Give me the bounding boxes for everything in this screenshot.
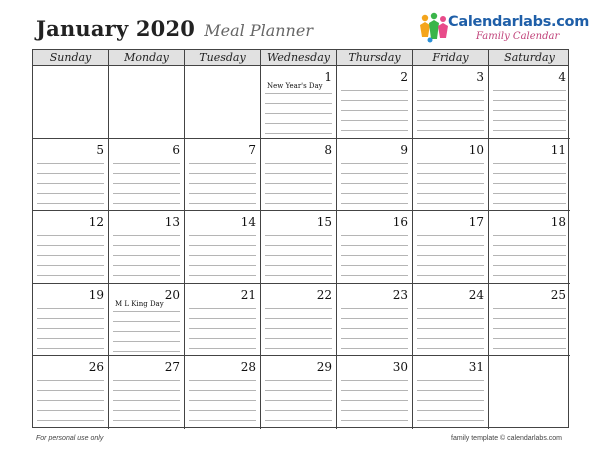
meal-note-line[interactable] — [265, 308, 332, 309]
logo-tagline: Family Calendar — [476, 31, 560, 42]
meal-note-line[interactable] — [265, 245, 332, 246]
meal-note-line[interactable] — [493, 110, 566, 111]
meal-note-line[interactable] — [37, 348, 104, 349]
day-cell[interactable] — [337, 211, 413, 284]
meal-note-line[interactable] — [189, 410, 256, 411]
meal-note-line[interactable] — [113, 321, 180, 322]
day-cell[interactable] — [33, 66, 109, 139]
meal-note-line[interactable] — [265, 390, 332, 391]
meal-note-line[interactable] — [37, 163, 104, 164]
weekday-header-monday: Monday — [109, 50, 185, 65]
meal-note-line[interactable] — [37, 400, 104, 401]
day-number: 31 — [468, 360, 484, 375]
day-cell[interactable] — [489, 356, 570, 429]
meal-note-line[interactable] — [113, 163, 180, 164]
meal-note-line[interactable] — [113, 265, 180, 266]
day-cell[interactable] — [489, 139, 570, 212]
day-number: 9 — [400, 142, 408, 157]
day-number: 17 — [468, 215, 484, 230]
meal-note-line[interactable] — [113, 410, 180, 411]
meal-note-line[interactable] — [37, 420, 104, 421]
meal-note-line[interactable] — [417, 173, 484, 174]
meal-note-line[interactable] — [189, 275, 256, 276]
meal-note-line[interactable] — [417, 420, 484, 421]
family-logo-icon — [416, 11, 450, 45]
day-number: 16 — [392, 215, 408, 230]
meal-note-line[interactable] — [189, 348, 256, 349]
day-number: 7 — [248, 142, 256, 157]
day-number: 24 — [468, 287, 484, 302]
day-number: 13 — [164, 215, 180, 230]
meal-note-line[interactable] — [37, 328, 104, 329]
meal-note-line[interactable] — [189, 420, 256, 421]
meal-note-line[interactable] — [113, 255, 180, 256]
meal-note-line[interactable] — [493, 245, 566, 246]
meal-note-line[interactable] — [493, 235, 566, 236]
meal-note-line[interactable] — [37, 183, 104, 184]
day-number: 29 — [316, 360, 332, 375]
meal-note-line[interactable] — [265, 338, 332, 339]
meal-note-line[interactable] — [493, 318, 566, 319]
meal-note-line[interactable] — [417, 400, 484, 401]
meal-note-line[interactable] — [37, 255, 104, 256]
meal-note-line[interactable] — [493, 328, 566, 329]
weekday-header-thursday: Thursday — [337, 50, 413, 65]
day-number: 1 — [324, 70, 332, 84]
day-number: 3 — [476, 70, 484, 84]
meal-note-line[interactable] — [265, 420, 332, 421]
footer-credit: family template © calendarlabs.com — [451, 435, 562, 442]
day-cell[interactable] — [109, 139, 185, 212]
day-number: 23 — [392, 287, 408, 302]
day-cell[interactable] — [261, 66, 337, 139]
day-cell[interactable] — [337, 139, 413, 212]
meal-note-line[interactable] — [341, 390, 408, 391]
calendar-grid — [32, 49, 569, 428]
holiday-label: M L King Day — [115, 299, 164, 308]
day-number: 19 — [88, 287, 104, 302]
day-cell[interactable] — [185, 284, 261, 357]
weekday-header-sunday: Sunday — [33, 50, 109, 65]
meal-note-line[interactable] — [113, 380, 180, 381]
meal-note-line[interactable] — [341, 420, 408, 421]
meal-note-line[interactable] — [37, 245, 104, 246]
meal-note-line[interactable] — [265, 328, 332, 329]
meal-note-line[interactable] — [265, 380, 332, 381]
meal-note-line[interactable] — [493, 90, 566, 91]
meal-note-line[interactable] — [493, 255, 566, 256]
meal-note-line[interactable] — [417, 338, 484, 339]
day-cell[interactable] — [337, 284, 413, 357]
meal-note-line[interactable] — [189, 183, 256, 184]
meal-note-line[interactable] — [417, 380, 484, 381]
day-number: 10 — [468, 142, 484, 157]
day-cell[interactable] — [413, 139, 489, 212]
day-number: 5 — [96, 142, 104, 157]
logo-brand-text: Calendarlabs.com — [448, 14, 590, 30]
meal-note-line[interactable] — [37, 318, 104, 319]
day-cell[interactable] — [109, 211, 185, 284]
meal-note-line[interactable] — [265, 318, 332, 319]
day-cell[interactable] — [109, 284, 185, 357]
day-cell[interactable] — [109, 66, 185, 139]
meal-note-line[interactable] — [341, 130, 408, 131]
meal-note-line[interactable] — [341, 120, 408, 121]
meal-note-line[interactable] — [341, 173, 408, 174]
day-cell[interactable] — [185, 356, 261, 429]
meal-note-line[interactable] — [341, 348, 408, 349]
meal-note-line[interactable] — [417, 308, 484, 309]
day-number: 26 — [88, 360, 104, 375]
meal-note-line[interactable] — [113, 400, 180, 401]
day-number: 8 — [324, 142, 332, 157]
meal-note-line[interactable] — [265, 235, 332, 236]
meal-note-line[interactable] — [189, 265, 256, 266]
meal-note-line[interactable] — [113, 183, 180, 184]
day-cell[interactable] — [337, 356, 413, 429]
meal-note-line[interactable] — [341, 163, 408, 164]
day-cell[interactable] — [413, 284, 489, 357]
meal-note-line[interactable] — [493, 265, 566, 266]
meal-note-line[interactable] — [341, 193, 408, 194]
meal-note-line[interactable] — [189, 173, 256, 174]
day-number: 25 — [550, 287, 566, 302]
meal-note-line[interactable] — [341, 265, 408, 266]
meal-note-line[interactable] — [189, 338, 256, 339]
meal-note-line[interactable] — [341, 100, 408, 101]
day-cell[interactable] — [337, 66, 413, 139]
day-cell[interactable] — [413, 211, 489, 284]
meal-note-line[interactable] — [417, 90, 484, 91]
day-number: 20 — [164, 287, 180, 302]
meal-note-line[interactable] — [493, 275, 566, 276]
meal-note-line[interactable] — [265, 103, 332, 104]
day-number: 27 — [164, 360, 180, 375]
meal-note-line[interactable] — [417, 110, 484, 111]
day-cell[interactable] — [185, 211, 261, 284]
meal-note-line[interactable] — [417, 390, 484, 391]
meal-note-line[interactable] — [189, 400, 256, 401]
day-number: 4 — [558, 70, 566, 84]
meal-note-line[interactable] — [417, 275, 484, 276]
footer-personal-use: For personal use only — [36, 435, 104, 442]
holiday-label: New Year's Day — [267, 82, 323, 90]
meal-note-line[interactable] — [341, 308, 408, 309]
meal-note-line[interactable] — [37, 193, 104, 194]
meal-note-line[interactable] — [417, 255, 484, 256]
meal-note-line[interactable] — [265, 93, 332, 94]
meal-note-line[interactable] — [341, 380, 408, 381]
day-cell[interactable] — [185, 66, 261, 139]
meal-note-line[interactable] — [493, 203, 566, 204]
weekday-header-friday: Friday — [413, 50, 489, 65]
meal-note-line[interactable] — [417, 163, 484, 164]
meal-note-line[interactable] — [493, 193, 566, 194]
meal-note-line[interactable] — [265, 265, 332, 266]
meal-note-line[interactable] — [113, 193, 180, 194]
day-cell[interactable] — [489, 284, 570, 357]
meal-note-line[interactable] — [265, 133, 332, 134]
meal-note-line[interactable] — [341, 400, 408, 401]
meal-note-line[interactable] — [341, 255, 408, 256]
meal-note-line[interactable] — [189, 328, 256, 329]
day-cell[interactable] — [33, 211, 109, 284]
meal-note-line[interactable] — [417, 130, 484, 131]
day-cell[interactable] — [261, 356, 337, 429]
day-number: 14 — [240, 215, 256, 230]
meal-note-line[interactable] — [189, 308, 256, 309]
meal-note-line[interactable] — [113, 173, 180, 174]
day-cell[interactable] — [489, 211, 570, 284]
meal-note-line[interactable] — [417, 318, 484, 319]
meal-note-line[interactable] — [341, 328, 408, 329]
meal-note-line[interactable] — [113, 245, 180, 246]
meal-note-line[interactable] — [265, 123, 332, 124]
day-cell[interactable] — [261, 139, 337, 212]
meal-note-line[interactable] — [417, 193, 484, 194]
day-number: 2 — [400, 70, 408, 84]
meal-note-line[interactable] — [417, 245, 484, 246]
meal-note-line[interactable] — [113, 203, 180, 204]
day-number: 12 — [88, 215, 104, 230]
planner-subtitle: Meal Planner — [204, 21, 313, 40]
meal-note-line[interactable] — [265, 255, 332, 256]
meal-note-line[interactable] — [341, 110, 408, 111]
meal-note-line[interactable] — [113, 390, 180, 391]
meal-note-line[interactable] — [341, 245, 408, 246]
meal-note-line[interactable] — [113, 235, 180, 236]
weekday-header-tuesday: Tuesday — [185, 50, 261, 65]
day-number: 15 — [316, 215, 332, 230]
meal-note-line[interactable] — [37, 235, 104, 236]
day-cell[interactable] — [185, 139, 261, 212]
page-title — [36, 16, 313, 41]
month-year-title: January 2020 — [36, 16, 196, 41]
day-number: 22 — [316, 287, 332, 302]
meal-note-line[interactable] — [37, 390, 104, 391]
meal-note-line[interactable] — [189, 255, 256, 256]
day-cell[interactable] — [33, 356, 109, 429]
meal-note-line[interactable] — [189, 163, 256, 164]
meal-note-line[interactable] — [417, 328, 484, 329]
meal-note-line[interactable] — [341, 318, 408, 319]
meal-note-line[interactable] — [417, 120, 484, 121]
meal-note-line[interactable] — [265, 203, 332, 204]
meal-note-line[interactable] — [493, 130, 566, 131]
day-number: 28 — [240, 360, 256, 375]
meal-note-line[interactable] — [37, 173, 104, 174]
meal-note-line[interactable] — [417, 100, 484, 101]
meal-note-line[interactable] — [113, 351, 180, 352]
meal-note-line[interactable] — [265, 183, 332, 184]
meal-note-line[interactable] — [37, 203, 104, 204]
meal-note-line[interactable] — [493, 338, 566, 339]
meal-note-line[interactable] — [37, 265, 104, 266]
meal-note-line[interactable] — [341, 338, 408, 339]
meal-note-line[interactable] — [189, 235, 256, 236]
day-cell[interactable] — [261, 211, 337, 284]
meal-note-line[interactable] — [417, 265, 484, 266]
weekday-header-wednesday: Wednesday — [261, 50, 337, 65]
calendarlabs-logo[interactable] — [416, 11, 590, 45]
meal-note-line[interactable] — [341, 203, 408, 204]
meal-note-line[interactable] — [493, 100, 566, 101]
meal-note-line[interactable] — [265, 400, 332, 401]
day-cell[interactable] — [109, 356, 185, 429]
day-number: 11 — [550, 142, 566, 157]
meal-note-line[interactable] — [493, 120, 566, 121]
meal-note-line[interactable] — [265, 410, 332, 411]
meal-note-line[interactable] — [189, 203, 256, 204]
day-number: 21 — [240, 287, 256, 302]
meal-note-line[interactable] — [341, 183, 408, 184]
meal-note-line[interactable] — [493, 173, 566, 174]
meal-note-line[interactable] — [265, 113, 332, 114]
meal-note-line[interactable] — [341, 90, 408, 91]
meal-note-line[interactable] — [113, 420, 180, 421]
weekday-header-row — [33, 50, 568, 66]
day-cell[interactable] — [413, 356, 489, 429]
meal-note-line[interactable] — [189, 390, 256, 391]
meal-note-line[interactable] — [113, 341, 180, 342]
meal-note-line[interactable] — [189, 380, 256, 381]
meal-note-line[interactable] — [417, 348, 484, 349]
meal-note-line[interactable] — [265, 163, 332, 164]
meal-note-line[interactable] — [189, 318, 256, 319]
meal-note-line[interactable] — [417, 203, 484, 204]
weekday-header-saturday: Saturday — [504, 51, 555, 64]
meal-note-line[interactable] — [417, 235, 484, 236]
meal-note-line[interactable] — [37, 275, 104, 276]
day-cell[interactable] — [489, 66, 570, 139]
meal-note-line[interactable] — [417, 410, 484, 411]
meal-note-line[interactable] — [189, 245, 256, 246]
meal-note-line[interactable] — [493, 348, 566, 349]
meal-note-line[interactable] — [113, 275, 180, 276]
day-cell[interactable] — [33, 139, 109, 212]
meal-note-line[interactable] — [493, 183, 566, 184]
meal-note-line[interactable] — [113, 331, 180, 332]
meal-note-line[interactable] — [265, 348, 332, 349]
day-cell[interactable] — [413, 66, 489, 139]
day-number: 18 — [550, 215, 566, 230]
meal-note-line[interactable] — [189, 193, 256, 194]
meal-note-line[interactable] — [417, 183, 484, 184]
meal-note-line[interactable] — [493, 163, 566, 164]
day-number: 30 — [392, 360, 408, 375]
meal-note-line[interactable] — [37, 410, 104, 411]
meal-note-line[interactable] — [37, 338, 104, 339]
meal-note-line[interactable] — [493, 308, 566, 309]
meal-note-line[interactable] — [265, 193, 332, 194]
meal-note-line[interactable] — [341, 410, 408, 411]
meal-note-line[interactable] — [265, 275, 332, 276]
day-cell[interactable] — [261, 284, 337, 357]
day-number: 6 — [172, 142, 180, 157]
meal-note-line[interactable] — [37, 308, 104, 309]
day-cell[interactable] — [33, 284, 109, 357]
meal-note-line[interactable] — [113, 311, 180, 312]
meal-note-line[interactable] — [341, 275, 408, 276]
meal-note-line[interactable] — [341, 235, 408, 236]
meal-note-line[interactable] — [37, 380, 104, 381]
meal-note-line[interactable] — [265, 173, 332, 174]
